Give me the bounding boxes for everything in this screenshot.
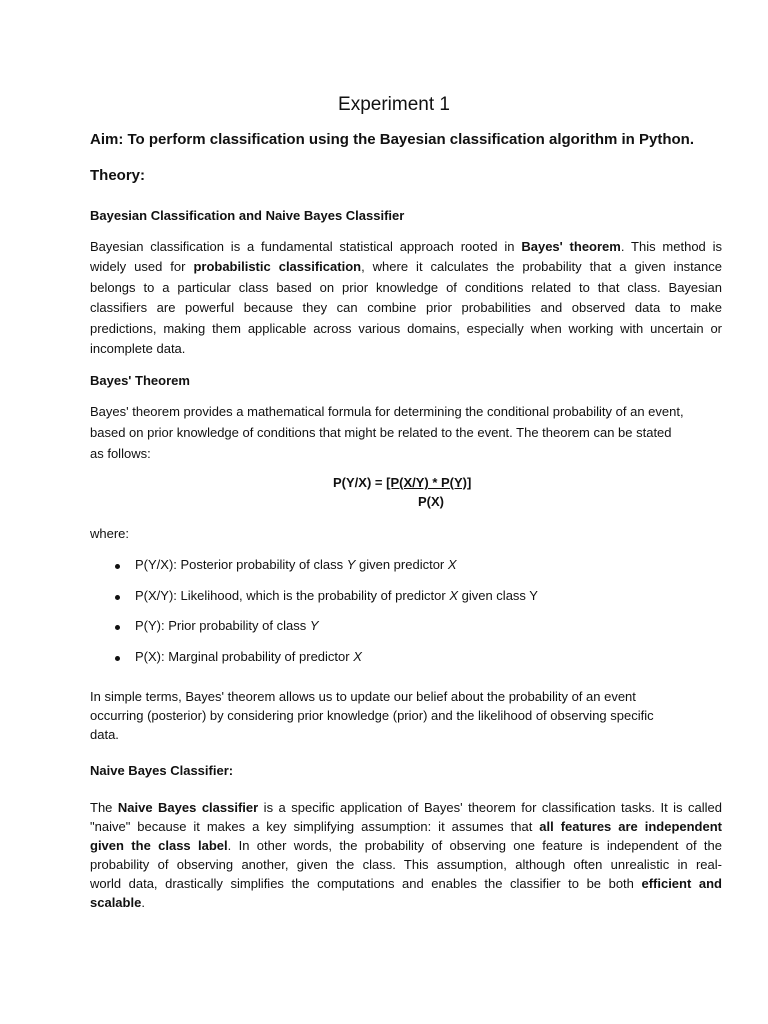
paragraph-line: belongs to a particular class based on prior knowledge of conditions related to that class. Bayesian	[90, 279, 722, 295]
paragraph-line: Bayesian classification is a fundamental statistical approach rooted in Bayes' theorem. This method is	[90, 239, 722, 254]
where-label: where:	[90, 526, 130, 541]
paragraph-line: based on prior knowledge of conditions that might be related to the event. The theorem can be stated	[90, 425, 672, 440]
page-title: Experiment 1	[338, 94, 450, 115]
paragraph-line: as follows:	[90, 446, 151, 461]
paragraph-line: classifiers are powerful because they can combine prior probabilities and observed data to make	[90, 300, 722, 316]
paragraph-line: scalable.	[90, 895, 145, 910]
formula-denominator: P(X)	[418, 494, 444, 509]
paragraph-naive-bayes	[90, 798, 722, 912]
paragraph-bayes-theorem	[90, 401, 684, 464]
theory-heading: Theory:	[90, 167, 146, 184]
paragraph-line: incomplete data.	[90, 340, 186, 356]
document-page: Experiment 1 Aim: To perform classification using the Bayesian classification algorithm in Python. Theory: Bayesian Classification and Naive Bayes Classifier Bayesian classification is a fundamental statistical approach rooted in Bayes' theorem. This method is widely used for probabilistic classification, where it calculates the probability that a given instance belongs to a particular class based on prior knowledge of conditions related to that class. Bayesian classifiers are powerful because they can combine prior probabilities and observed data to make predictions, making them applicable across various domains, especially when working with uncertain or incomplete data. Bayes' Theorem Bayes' theorem provides a mathematical formula for determining the conditional probability of an event, based on prior knowledge of conditions that might be related to the event. The theorem can be stated as follows: P(Y/X) = [P(X/Y) * P(Y)] P(X) where: P(Y/X): Posterior probability of class Y given predictor X P(X/Y): Likelihood, which is the probability of predictor X given class Y P(Y): Prior probability of class Y P(X): Marginal probability of predictor X In simple terms, Bayes' theorem allows us to update our belief about the probability of an event occurring (posterior) by considering prior knowledge (prior) and the likelihood of observing specific data. Naive Bayes Classifier: The Naive Bayes classifier is a specific application of Bayes' theorem for classification tasks. It is called "naive" because it makes a key simplifying assumption: it assumes that all features are independent given the class label. In other words, the probability of observing one feature is independent of the probability of observing another, given the class. This assumption, although often unrealistic in real- world data, drastically simplifies the computations and enables the classifier to be both efficient and scalable.	[0, 0, 768, 1024]
bullet-icon	[115, 564, 120, 569]
paragraph-line: data.	[90, 727, 119, 742]
formula-numerator: P(Y/X) = [P(X/Y) * P(Y)]	[333, 475, 472, 490]
paragraph-line: world data, drastically simplifies the computations and enables the classifier to be both efficient and	[90, 876, 722, 891]
paragraph-summary	[90, 687, 654, 744]
bullet-icon	[115, 595, 120, 600]
paragraph-line: "naive" because it makes a key simplifying assumption: it assumes that all features are independent	[90, 819, 722, 834]
bullet-icon	[115, 625, 120, 630]
paragraph-line: probability of observing another, given the class. This assumption, although often unrealistic in real-	[90, 857, 722, 872]
paragraph-line: given the class label. In other words, the probability of observing one feature is independent of the	[90, 838, 722, 853]
paragraph-line: occurring (posterior) by considering prior knowledge (prior) and the likelihood of observing specific	[90, 708, 654, 723]
section-heading-bayes-theorem: Bayes' Theorem	[90, 373, 190, 388]
paragraph-line: predictions, making them applicable across various domains, especially when working with uncertain or	[90, 320, 722, 336]
paragraph-line: The Naive Bayes classifier is a specific application of Bayes' theorem for classification tasks. It is called	[90, 800, 722, 815]
aim-statement: Aim: To perform classification using the Bayesian classification algorithm in Python.	[90, 131, 695, 148]
bullet-icon	[115, 656, 120, 661]
paragraph-line: In simple terms, Bayes' theorem allows us to update our belief about the probability of an event	[90, 689, 636, 704]
section-heading-bayesian-classification: Bayesian Classification and Naive Bayes Classifier	[90, 208, 405, 223]
paragraph-line: Bayes' theorem provides a mathematical formula for determining the conditional probability of an event,	[90, 404, 684, 419]
section-heading-naive-bayes: Naive Bayes Classifier:	[90, 763, 234, 778]
paragraph-bayesian-classification	[90, 237, 722, 359]
paragraph-line: widely used for probabilistic classification, where it calculates the probability that a given instance	[90, 259, 722, 275]
